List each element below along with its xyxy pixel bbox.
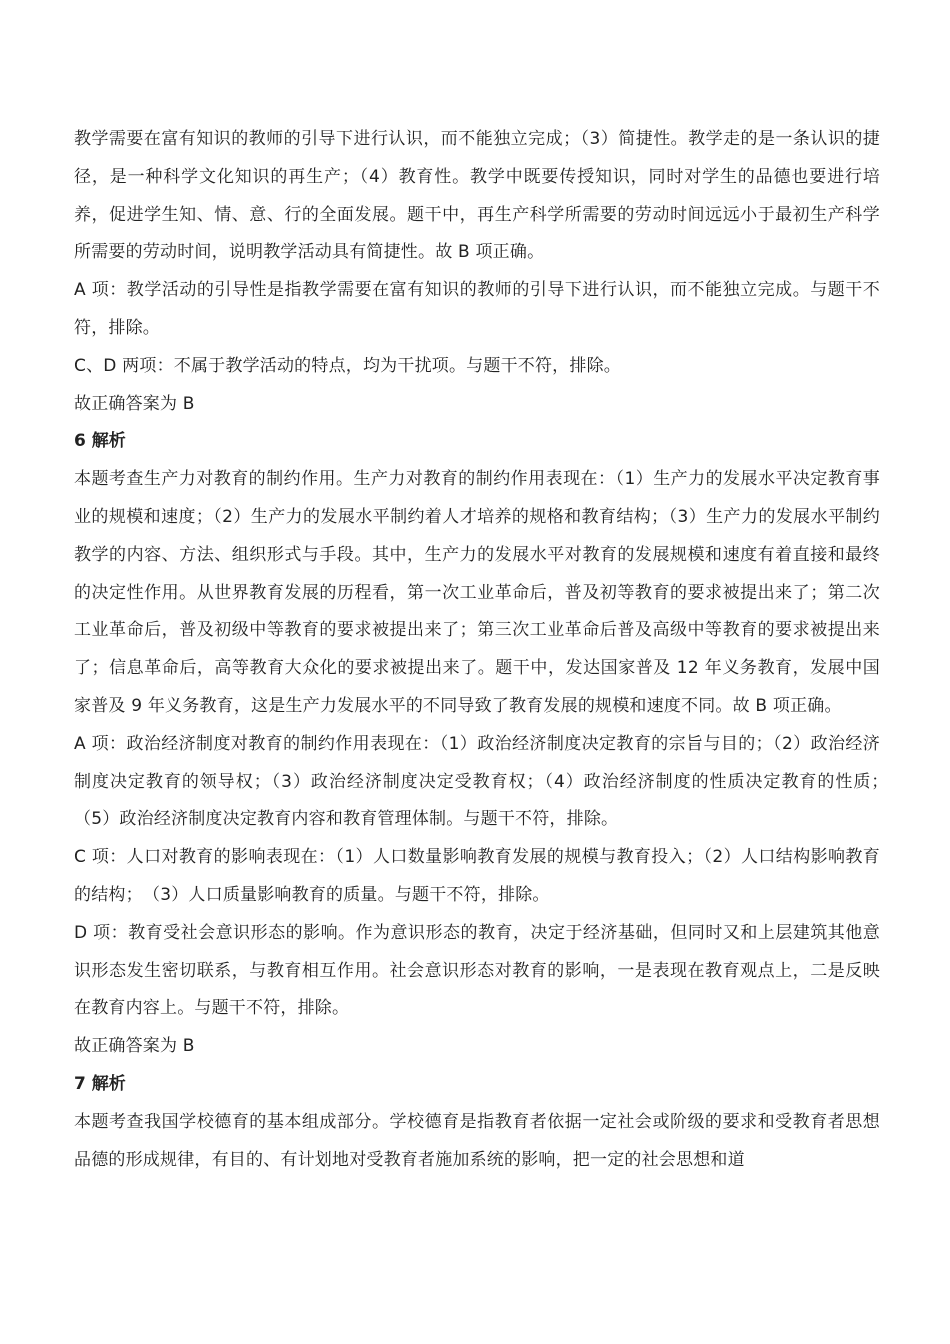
heading-q6-analysis: 6 解析 xyxy=(74,431,126,452)
paragraph-productivity: 本题考查生产力对教育的制约作用。生产力对教育的制约作用表现在：（1）生产力的发展水平决定教育事业的规模和速度；（2）生产力的发展水平制约着人才培养的规格和教育结构；（3）生产力的发展水平制约教学的内容、方法、组织形式与手段。其中，生产力的发展水平对教育的发展规模和速度有着直接和最终的决定性作用。从世界教育发展的历程看，第一次工业革命后，普及初等教育的要求被提出来了；第二次工业革命后，普及初级中等教育的要求被提出来了；第三次工业革命后普及高级中等教育的要求被提出来了；信息革命后，高等教育大众化的要求被提出来了。题干中，发达国家普及 12 年义务教育，发展中国家普及 9 年义务教育，这是生产力发展水平的不同导致了教育发展的规模和速度不同。故 B 项正确。 xyxy=(74,469,880,716)
heading-q7-analysis: 7 解析 xyxy=(74,1073,126,1094)
paragraph-option-a-q5: A 项：教学活动的引导性是指教学需要在富有知识的教师的引导下进行认识，而不能独立完成。与题干不符，排除。 xyxy=(74,280,880,338)
paragraph-option-c-q6: C 项：人口对教育的影响表现在：（1）人口数量影响教育发展的规模与教育投入；（2）人口结构影响教育的结构； （3）人口质量影响教育的质量。与题干不符，排除。 xyxy=(74,847,880,905)
paragraph-option-a-q6: A 项：政治经济制度对教育的制约作用表现在：（1）政治经济制度决定教育的宗旨与目的；（2）政治经济制度决定教育的领导权；（3）政治经济制度决定受教育权；（4）政治经济制度的性质决定教育的性质； （5）政治经济制度决定教育内容和教育管理体制。与题干不符，排除。 xyxy=(74,733,898,830)
paragraph-option-d-q6: D 项：教育受社会意识形态的影响。作为意识形态的教育，决定于经济基础，但同时又和上层建筑其他意识形态发生密切联系，与教育相互作用。社会意识形态对教育的影响，一是表现在教育观点上，二是反映在教育内容上。与题干不符，排除。 xyxy=(74,922,880,1019)
document-page xyxy=(74,121,898,1179)
paragraph-moral-education: 本题考查我国学校德育的基本组成部分。学校德育是指教育者依据一定社会或阶级的要求和受教育者思想品德的形成规律，有目的、有计划地对受教育者施加系统的影响，把一定的社会思想和道 xyxy=(74,1111,880,1170)
paragraph-teaching-features: 教学需要在富有知识的教师的引导下进行认识，而不能独立完成；（3）简捷性。教学走的是一条认识的捷径，是一种科学文化知识的再生产；（4）教育性。教学中既要传授知识，同时对学生的品德也要进行培养，促进学生知、情、意、行的全面发展。题干中，再生产科学所需要的劳动时间远远小于最初生产科学所需要的劳动时间，说明教学活动具有简捷性。故 B 项正确。 xyxy=(74,129,880,263)
answer-q6: 故正确答案为 B xyxy=(74,1036,195,1057)
answer-q5: 故正确答案为 B xyxy=(74,393,195,414)
paragraph-option-cd-q5: C、D 两项：不属于教学活动的特点，均为干扰项。与题干不符，排除。 xyxy=(74,355,621,376)
